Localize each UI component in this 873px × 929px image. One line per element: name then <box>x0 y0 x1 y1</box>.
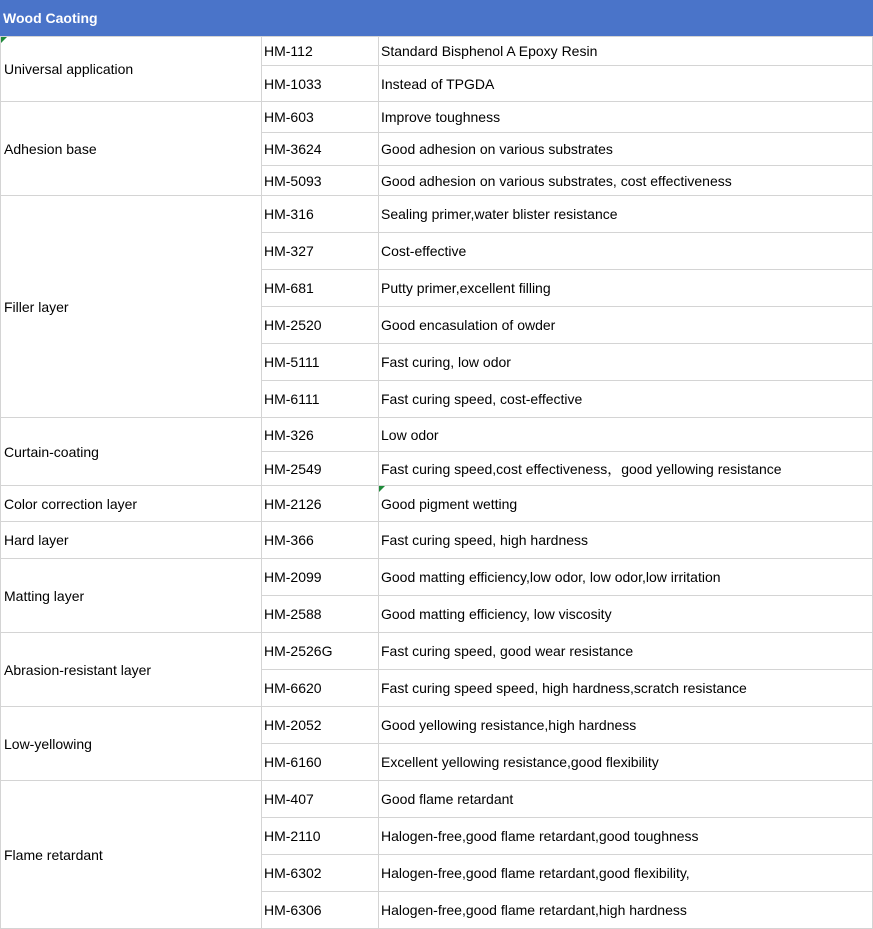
table-row <box>1 559 873 596</box>
description-text: Putty primer,excellent filling <box>381 280 551 296</box>
description-cell[interactable] <box>379 744 873 781</box>
sheet-title[interactable]: Wood Caoting <box>0 0 873 36</box>
product-code-cell[interactable]: HM-2110 <box>262 818 379 855</box>
category-cell[interactable] <box>1 781 262 929</box>
product-table <box>0 36 873 929</box>
table-row <box>1 37 873 66</box>
description-cell[interactable] <box>379 133 873 166</box>
description-cell[interactable] <box>379 818 873 855</box>
description-cell[interactable] <box>379 418 873 452</box>
description-cell[interactable] <box>379 102 873 133</box>
product-code-cell[interactable]: HM-326 <box>262 418 379 452</box>
description-text: Good adhesion on various substrates, cost effectiveness <box>381 172 732 189</box>
description-text: Halogen-free,good flame retardant,good toughness <box>381 828 699 844</box>
description-text: Fast curing speed, high hardness <box>381 532 589 548</box>
description-cell[interactable] <box>379 892 873 929</box>
description-text: Halogen-free,good flame retardant,high hardness <box>381 902 687 918</box>
product-code-cell[interactable]: HM-6302 <box>262 855 379 892</box>
table-row <box>1 418 873 452</box>
product-code-cell[interactable]: HM-1033 <box>262 66 379 102</box>
category-label: Flame retardant <box>4 846 103 863</box>
product-code-cell[interactable]: HM-327 <box>262 233 379 270</box>
description-text: Halogen-free,good flame retardant,good flexibility, <box>381 865 690 881</box>
description-cell[interactable] <box>379 522 873 559</box>
description-text: Good flame retardant <box>381 791 514 807</box>
table-row <box>1 633 873 670</box>
category-cell[interactable] <box>1 37 262 102</box>
product-code-cell[interactable]: HM-6160 <box>262 744 379 781</box>
description-cell[interactable] <box>379 855 873 892</box>
category-label: Hard layer <box>4 532 69 548</box>
category-label: Matting layer <box>4 587 85 604</box>
category-label: Adhesion base <box>4 140 97 157</box>
product-code-cell[interactable]: HM-316 <box>262 196 379 233</box>
product-code-cell[interactable]: HM-603 <box>262 102 379 133</box>
description-cell[interactable] <box>379 633 873 670</box>
product-code-cell[interactable]: HM-5111 <box>262 344 379 381</box>
description-text: Excellent yellowing resistance,good flexibility <box>381 754 659 770</box>
product-code-cell[interactable]: HM-2588 <box>262 596 379 633</box>
description-text: Good adhesion on various substrates <box>381 141 613 157</box>
category-cell[interactable] <box>1 102 262 196</box>
table-row <box>1 707 873 744</box>
category-cell[interactable] <box>1 486 262 522</box>
product-code-cell[interactable]: HM-6306 <box>262 892 379 929</box>
category-cell[interactable] <box>1 559 262 633</box>
description-text: Fast curing speed,cost effectiveness，good yellowing resistance <box>381 460 782 477</box>
category-label: Abrasion-resistant layer <box>4 661 152 678</box>
product-code-cell[interactable]: HM-2526G <box>262 633 379 670</box>
product-code-cell[interactable]: HM-2520 <box>262 307 379 344</box>
description-cell[interactable] <box>379 381 873 418</box>
product-code-cell[interactable]: HM-407 <box>262 781 379 818</box>
description-cell[interactable] <box>379 196 873 233</box>
product-code-cell[interactable]: HM-6111 <box>262 381 379 418</box>
category-label: Curtain-coating <box>4 443 99 460</box>
description-text: Cost-effective <box>381 243 467 259</box>
table-row <box>1 781 873 818</box>
table-row <box>1 196 873 233</box>
category-cell[interactable] <box>1 707 262 781</box>
category-label: Low-yellowing <box>4 735 92 752</box>
description-text: Fast curing speed, cost-effective <box>381 391 583 407</box>
description-text: Instead of TPGDA <box>381 75 495 92</box>
product-code-cell[interactable]: HM-366 <box>262 522 379 559</box>
description-text: Fast curing, low odor <box>381 354 511 370</box>
description-cell[interactable] <box>379 37 873 66</box>
description-text: Improve toughness <box>381 109 501 125</box>
description-text: Good yellowing resistance,high hardness <box>381 717 637 733</box>
description-cell[interactable] <box>379 307 873 344</box>
comment-indicator-icon <box>1 37 7 43</box>
category-label: Color correction layer <box>4 495 138 512</box>
table-row <box>1 102 873 133</box>
comment-indicator-icon <box>379 486 385 492</box>
description-cell[interactable] <box>379 781 873 818</box>
category-label: Filler layer <box>4 298 69 315</box>
description-cell[interactable] <box>379 233 873 270</box>
description-text: Low odor <box>381 426 439 443</box>
product-code-cell[interactable]: HM-2052 <box>262 707 379 744</box>
description-cell[interactable] <box>379 270 873 307</box>
product-code-cell[interactable]: HM-6620 <box>262 670 379 707</box>
category-cell[interactable] <box>1 522 262 559</box>
description-cell[interactable] <box>379 452 873 486</box>
description-text: Good pigment wetting <box>381 495 518 512</box>
product-code-cell[interactable]: HM-681 <box>262 270 379 307</box>
description-cell[interactable] <box>379 66 873 102</box>
description-cell[interactable] <box>379 670 873 707</box>
product-code-cell[interactable]: HM-2099 <box>262 559 379 596</box>
description-text: Sealing primer,water blister resistance <box>381 206 618 222</box>
description-text: Good matting efficiency,low odor, low odor,low irritation <box>381 569 721 585</box>
description-text: Fast curing speed speed, high hardness,scratch resistance <box>381 680 747 696</box>
description-text: Standard Bisphenol A Epoxy Resin <box>381 43 598 59</box>
description-text: Fast curing speed, good wear resistance <box>381 643 634 659</box>
product-code-cell[interactable]: HM-5093 <box>262 166 379 196</box>
description-cell[interactable] <box>379 596 873 633</box>
description-cell[interactable] <box>379 559 873 596</box>
category-cell[interactable] <box>1 418 262 486</box>
table-row <box>1 522 873 559</box>
description-cell[interactable] <box>379 166 873 196</box>
category-cell[interactable] <box>1 196 262 418</box>
description-cell[interactable] <box>379 486 873 522</box>
product-code-cell[interactable]: HM-2126 <box>262 486 379 522</box>
description-text: Good encasulation of owder <box>381 317 556 333</box>
category-label: Universal application <box>4 61 134 77</box>
description-cell[interactable] <box>379 344 873 381</box>
category-cell[interactable] <box>1 633 262 707</box>
product-code-cell[interactable]: HM-3624 <box>262 133 379 166</box>
product-code-cell[interactable]: HM-2549 <box>262 452 379 486</box>
product-code-cell[interactable]: HM-112 <box>262 37 379 66</box>
table-row <box>1 486 873 522</box>
description-text: Good matting efficiency, low viscosity <box>381 606 612 622</box>
description-cell[interactable] <box>379 707 873 744</box>
